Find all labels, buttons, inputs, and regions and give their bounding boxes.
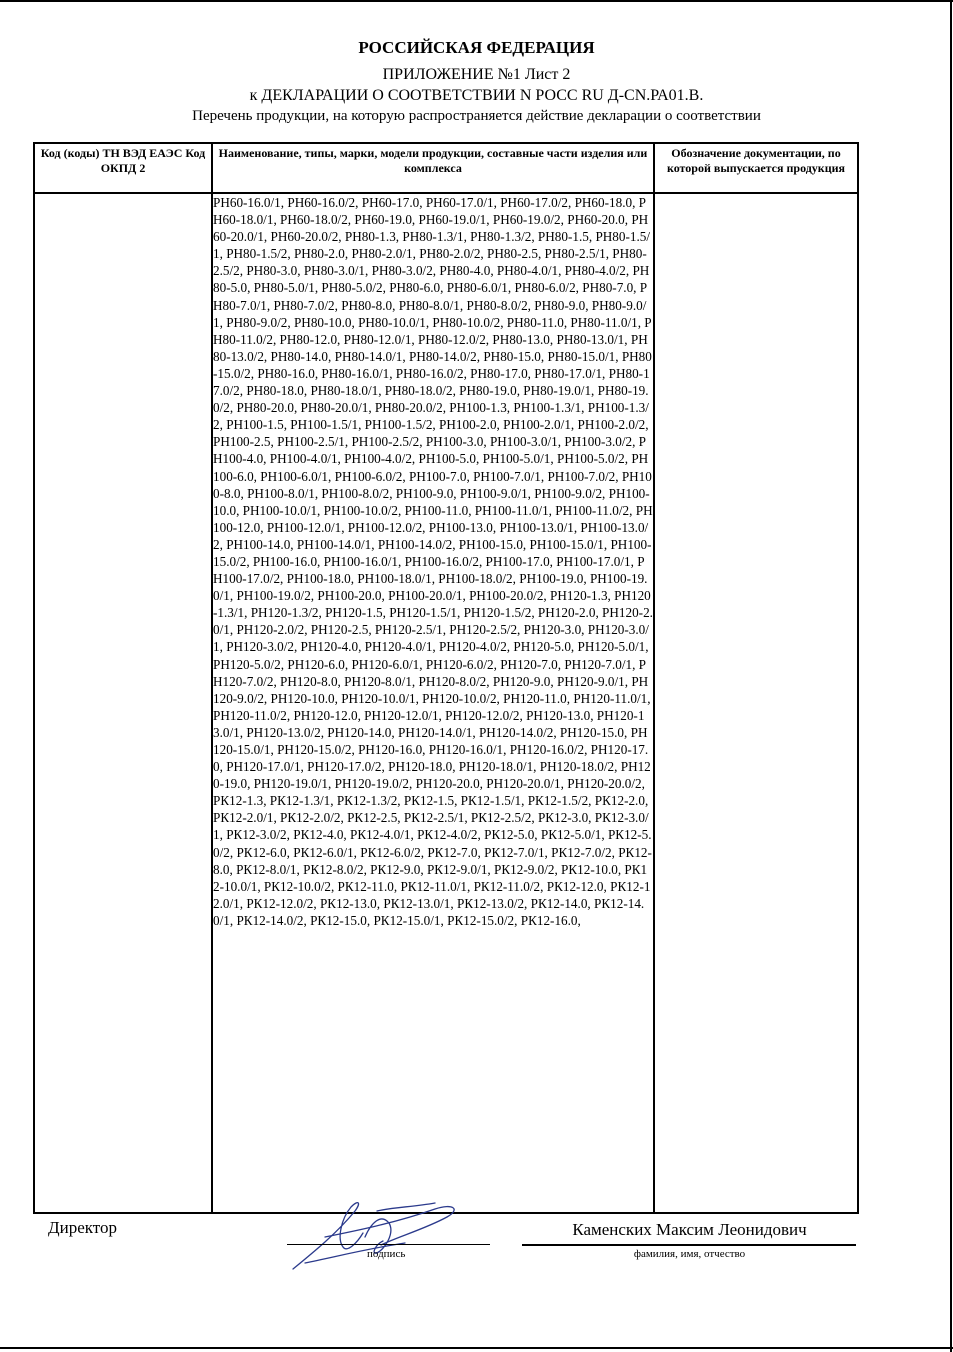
documentation-cell — [654, 193, 858, 1213]
country-heading: РОССИЙСКАЯ ФЕДЕРАЦИЯ — [358, 38, 595, 57]
declaration-heading: к ДЕКЛАРАЦИИ О СООТВЕТСТВИИ N РОСС RU Д-CN.РА01.В. — [249, 87, 704, 104]
product-table — [33, 142, 859, 1214]
appendix-heading: ПРИЛОЖЕНИЕ №1 Лист 2 — [382, 66, 571, 83]
signatory-name: Каменских Максим Леонидович — [572, 1220, 807, 1239]
page-border-right — [950, 0, 952, 1352]
header-products: Наименование, типы, марки, модели продукции, составные части изделия или комплекса — [212, 143, 654, 193]
page-border-bottom — [0, 1347, 953, 1349]
signature-line — [287, 1244, 490, 1245]
header-codes: Код (коды) ТН ВЭД ЕАЭС Код ОКПД 2 — [34, 143, 212, 193]
product-list-title: Перечень продукции, на которую распространяется действие декларации о соответствии — [192, 108, 761, 124]
table-row — [34, 193, 858, 1213]
products-cell: РН60-16.0/1, РН60-16.0/2, РН60-17.0, РН60-17.0/1, РН60-17.0/2, РН60-18.0, РН60-18.0/1, РН60-18.0/2, РН60-19.0, РН60-19.0/1, РН60-19.0/2, РН60-20.0, РН60-20.0/1, РН60-20.0/2, РН80-1.3, РН80-1.3/1, РН80-1.3/2, РН80-1.5, РН80-1.5/1, РН80-1.5/2, РН80-2.0, РН80-2.0/1, РН80-2.0/2, РН80-2.5, РН80-2.5/1, РН80-2.5/2, РН80-3.0, РН80-3.0/1, РН80-3.0/2, РН80-4.0, РН80-4.0/1, РН80-4.0/2, РН80-5.0, РН80-5.0/1, РН80-5.0/2, РН80-6.0, РН80-6.0/1, РН80-6.0/2, РН80-7.0, РН80-7.0/1, РН80-7.0/2, РН80-8.0, РН80-8.0/1, РН80-8.0/2, РН80-9.0, РН80-9.0/1, РН80-9.0/2, РН80-10.0, РН80-10.0/1, РН80-10.0/2, РН80-11.0, РН80-11.0/1, РН80-11.0/2, РН80-12.0, РН80-12.0/1, РН80-12.0/2, РН80-13.0, РН80-13.0/1, РН80-13.0/2, РН80-14.0, РН80-14.0/1, РН80-14.0/2, РН80-15.0, РН80-15.0/1, РН80-15.0/2, РН80-16.0, РН80-16.0/1, РН80-16.0/2, РН80-17.0, РН80-17.0/1, РН80-17.0/2, РН80-18.0, РН80-18.0/1, РН80-18.0/2, РН80-19.0, РН80-19.0/1, РН80-19.0/2, РН80-20.0, РН80-20.0/1, РН80-20.0/2, РН100-1.3, РН100-1.3/1, РН100-1.3/2, РН100-1.5, РН100-1.5/1, РН100-1.5/2, РН100-2.0, РН100-2.0/1, РН100-2.0/2, РН100-2.5, РН100-2.5/1, РН100-2.5/2, РН100-3.0, РН100-3.0/1, РН100-3.0/2, РН100-4.0, РН100-4.0/1, РН100-4.0/2, РН100-5.0, РН100-5.0/1, РН100-5.0/2, РН100-6.0, РН100-6.0/1, РН100-6.0/2, РН100-7.0, РН100-7.0/1, РН100-7.0/2, РН100-8.0, РН100-8.0/1, РН100-8.0/2, РН100-9.0, РН100-9.0/1, РН100-9.0/2, РН100-10.0, РН100-10.0/1, РН100-10.0/2, РН100-11.0, РН100-11.0/1, РН100-11.0/2, РН100-12.0, РН100-12.0/1, РН100-12.0/2, РН100-13.0, РН100-13.0/1, РН100-13.0/2, РН100-14.0, РН100-14.0/1, РН100-14.0/2, РН100-15.0, РН100-15.0/1, РН100-15.0/2, РН100-16.0, РН100-16.0/1, РН100-16.0/2, РН100-17.0, РН100-17.0/1, РН100-17.0/2, РН100-18.0, РН100-18.0/1, РН100-18.0/2, РН100-19.0, РН100-19.0/1, РН100-19.0/2, РН100-20.0, РН100-20.0/1, РН100-20.0/2, РН120-1.3, РН120-1.3/1, РН120-1.3/2, РН120-1.5, РН120-1.5/1, РН120-1.5/2, РН120-2.0, РН120-2.0/1, РН120-2.0/2, РН120-2.5, РН120-2.5/1, РН120-2.5/2, РН120-3.0, РН120-3.0/1, РН120-3.0/2, РН120-4.0, РН120-4.0/1, РН120-4.0/2, РН120-5.0, РН120-5.0/1, РН120-5.0/2, РН120-6.0, РН120-6.0/1, РН120-6.0/2, РН120-7.0, РН120-7.0/1, РН120-7.0/2, РН120-8.0, РН120-8.0/1, РН120-8.0/2, РН120-9.0, РН120-9.0/1, РН120-9.0/2, РН120-10.0, РН120-10.0/1, РН120-10.0/2, РН120-11.0, РН120-11.0/1, РН120-11.0/2, РН120-12.0, РН120-12.0/1, РН120-12.0/2, РН120-13.0, РН120-13.0/1, РН120-13.0/2, РН120-14.0, РН120-14.0/1, РН120-14.0/2, РН120-15.0, РН120-15.0/1, РН120-15.0/2, РН120-16.0, РН120-16.0/1, РН120-16.0/2, РН120-17.0, РН120-17.0/1, РН120-17.0/2, РН120-18.0, РН120-18.0/1, РН120-18.0/2, РН120-19.0, РН120-19.0/1, РН120-19.0/2, РН120-20.0, РН120-20.0/1, РН120-20.0/2, РК12-1.3, РК12-1.3/1, РК12-1.3/2, РК12-1.5, РК12-1.5/1, РК12-1.5/2, РК12-2.0, РК12-2.0/1, РК12-2.0/2, РК12-2.5, РК12-2.5/1, РК12-2.5/2, РК12-3.0, РК12-3.0/1, РК12-3.0/2, РК12-4.0, РК12-4.0/1, РК12-4.0/2, РК12-5.0, РК12-5.0/1, РК12-5.0/2, РК12-6.0, РК12-6.0/1, РК12-6.0/2, РК12-7.0, РК12-7.0/1, РК12-7.0/2, РК12-8.0, РК12-8.0/1, РК12-8.0/2, РК12-9.0, РК12-9.0/1, РК12-9.0/2, РК12-10.0, РК12-10.0/1, РК12-10.0/2, РК12-11.0, РК12-11.0/1, РК12-11.0/2, РК12-12.0, РК12-12.0/1, РК12-12.0/2, РК12-13.0, РК12-13.0/1, РК12-13.0/2, РК12-14.0, РК12-14.0/1, РК12-14.0/2, РК12-15.0, РК12-15.0/1, РК12-15.0/2, РК12-16.0, — [212, 193, 654, 1213]
handwritten-signature — [285, 1193, 465, 1273]
signature-caption: подпись — [367, 1248, 406, 1260]
table-header-row — [34, 143, 858, 193]
codes-cell — [34, 193, 212, 1213]
header-documentation: Обозначение документации, по которой выпускается продукция — [654, 143, 858, 193]
name-caption: фамилия, имя, отчество — [633, 1248, 746, 1260]
page-border-top — [0, 0, 953, 2]
name-line — [522, 1244, 856, 1246]
signatory-title: Директор — [48, 1218, 117, 1237]
